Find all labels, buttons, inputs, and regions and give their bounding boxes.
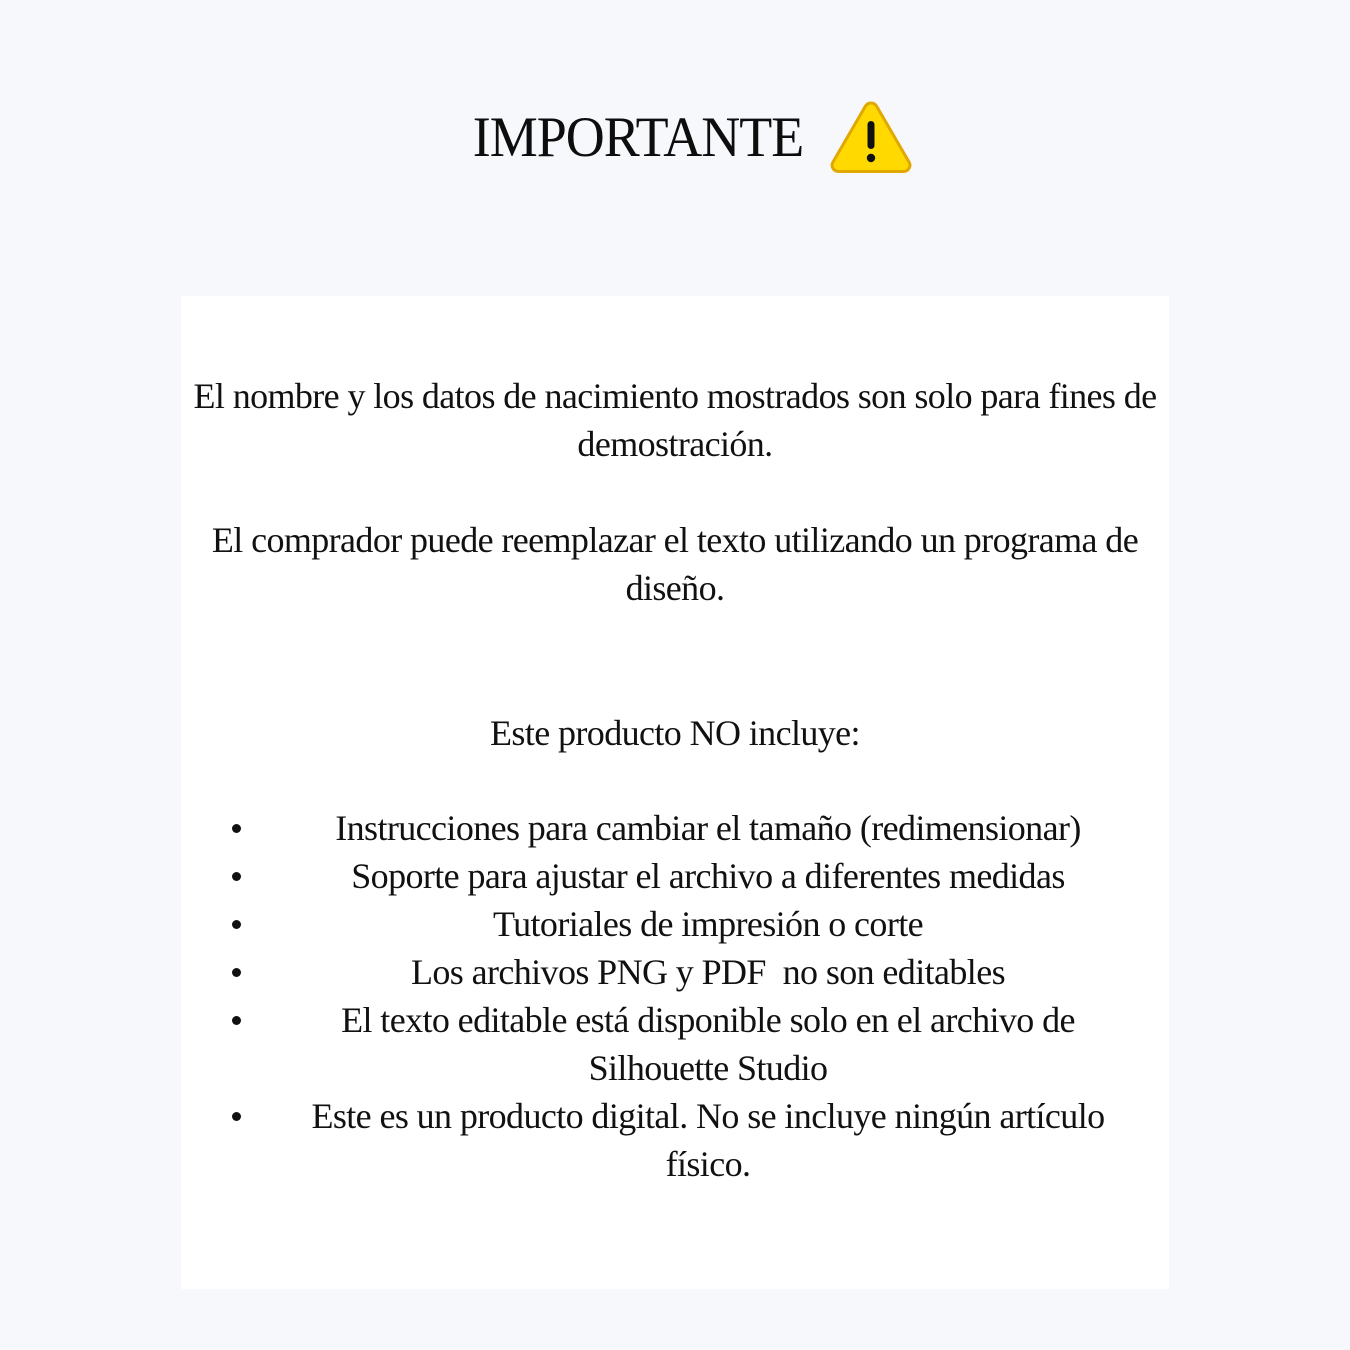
list-item-text: Instrucciones para cambiar el tamaño (redimensionar) <box>335 808 1081 848</box>
bullet-icon <box>232 1112 241 1121</box>
warning-icon <box>829 99 913 175</box>
bullet-icon <box>232 824 241 833</box>
exclusions-list <box>181 804 1169 1188</box>
header <box>0 92 1350 182</box>
list-item <box>181 900 1169 948</box>
list-item <box>181 804 1169 852</box>
list-item-text: El texto editable está disponible solo en el archivo de Silhouette Studio <box>341 1000 1075 1088</box>
demo-notice-text: El nombre y los datos de nacimiento mostrados son solo para fines de demostración. <box>193 376 1157 464</box>
list-heading: Este producto NO incluye: <box>490 713 860 753</box>
list-item <box>181 948 1169 996</box>
bullet-icon <box>232 872 241 881</box>
bullet-icon <box>232 1016 241 1025</box>
list-item <box>181 852 1169 900</box>
header-content <box>473 99 913 175</box>
bullet-icon <box>232 968 241 977</box>
list-item <box>181 1092 1169 1188</box>
notice-card <box>181 296 1169 1289</box>
list-item-text: Este es un producto digital. No se incluye ningún artículo físico. <box>311 1096 1105 1184</box>
replace-text-notice: El comprador puede reemplazar el texto utilizando un programa de diseño. <box>211 520 1139 608</box>
list-item-text: Los archivos PNG y PDF no son editables <box>411 952 1005 992</box>
list-item-text: Tutoriales de impresión o corte <box>493 904 923 944</box>
page-title: IMPORTANTE <box>472 105 804 169</box>
bullet-icon <box>232 920 241 929</box>
list-item <box>181 996 1169 1092</box>
list-item-text: Soporte para ajustar el archivo a diferentes medidas <box>351 856 1065 896</box>
